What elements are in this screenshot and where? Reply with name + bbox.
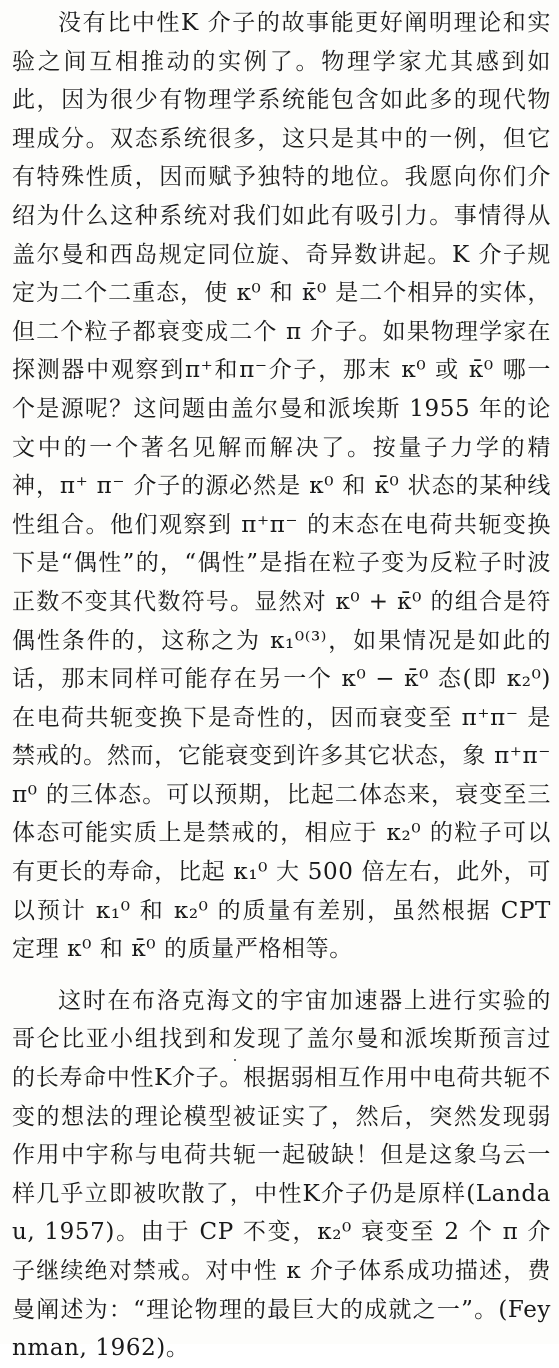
- stray-dot-mark: [234, 1059, 236, 1061]
- paragraph-neutral-kaon-theory: 没有比中性K 介子的故事能更好阐明理论和实验之间互相推动的实例了。物理学家尤其感到如此，因为很少有物理学系统能包含如此多的现代物理成分。双态系统很多，这只是其中的一例，但它有特殊性质，因而赋予独特的地位。我愿向你们介绍为什么这种系统对我们如此有吸引力。事情得从盖尔曼和西岛规定同位旋、奇异数讲起。K 介子规定为二个二重态，使 κ⁰ 和 κ̄⁰ 是二个相异的实体，但二个粒子都衰变成二个 π 介子。如果物理学家在探测器中观察到π⁺和π⁻介子，那末 κ⁰ 或 κ̄⁰ 哪一个是源呢？这问题由盖尔曼和派埃斯 1955 年的论文中的一个著名见解而解决了。按量子力学的精神，π⁺ π⁻ 介子的源必然是 κ⁰ 和 κ̄⁰ 状态的某种线性组合。他们观察到 π⁺π⁻ 的末态在电荷共轭变换下是“偶性”的，“偶性”是指在粒子变为反粒子时波正数不变其代数符号。显然对 κ⁰ + κ̄⁰ 的组合是符偶性条件的，这称之为 κ₁⁰⁽³⁾，如果情况是如此的话，那末同样可能存在另一个 κ⁰ − κ̄⁰ 态(即 κ₂⁰) 在电荷共轭变换下是奇性的，因而衰变至 π⁺π⁻ 是禁戒的。然而，它能衰变到许多其它状态，象 π⁺π⁻π⁰ 的三体态。可以预期，比起二体态来，衰变至三体态可能实质上是禁戒的，相应于 κ₂⁰ 的粒子可以有更长的寿命，比起 κ₁⁰ 大 500 倍左右，此外，可以预计 κ₁⁰ 和 κ₂⁰ 的质量有差别，虽然根据 CPT 定理 κ⁰ 和 κ̄⁰ 的质量严格相等。: [12, 10, 551, 963]
- paragraph-long-lived-kaon-discovery: 这时在布洛克海文的宇宙加速器上进行实验的哥仑比亚小组找到和发现了盖尔曼和派埃斯预言过的长寿命中性K介子。根据弱相互作用中电荷共轭不变的想法的理论模型被证实了，然后，突然发现弱作用中宇称与电荷共轭一起破缺！但是这象乌云一样几乎立即被吹散了，中性K介子仍是原样(Landau, 1957)。由于 CP 不变，κ₂⁰ 衰变至 2 个 π 介子继续绝对禁戒。对中性 κ 介子体系成功描述，费曼阐述为：“理论物理的最巨大的成就之一”。(Feynman, 1962)。: [12, 987, 551, 1362]
